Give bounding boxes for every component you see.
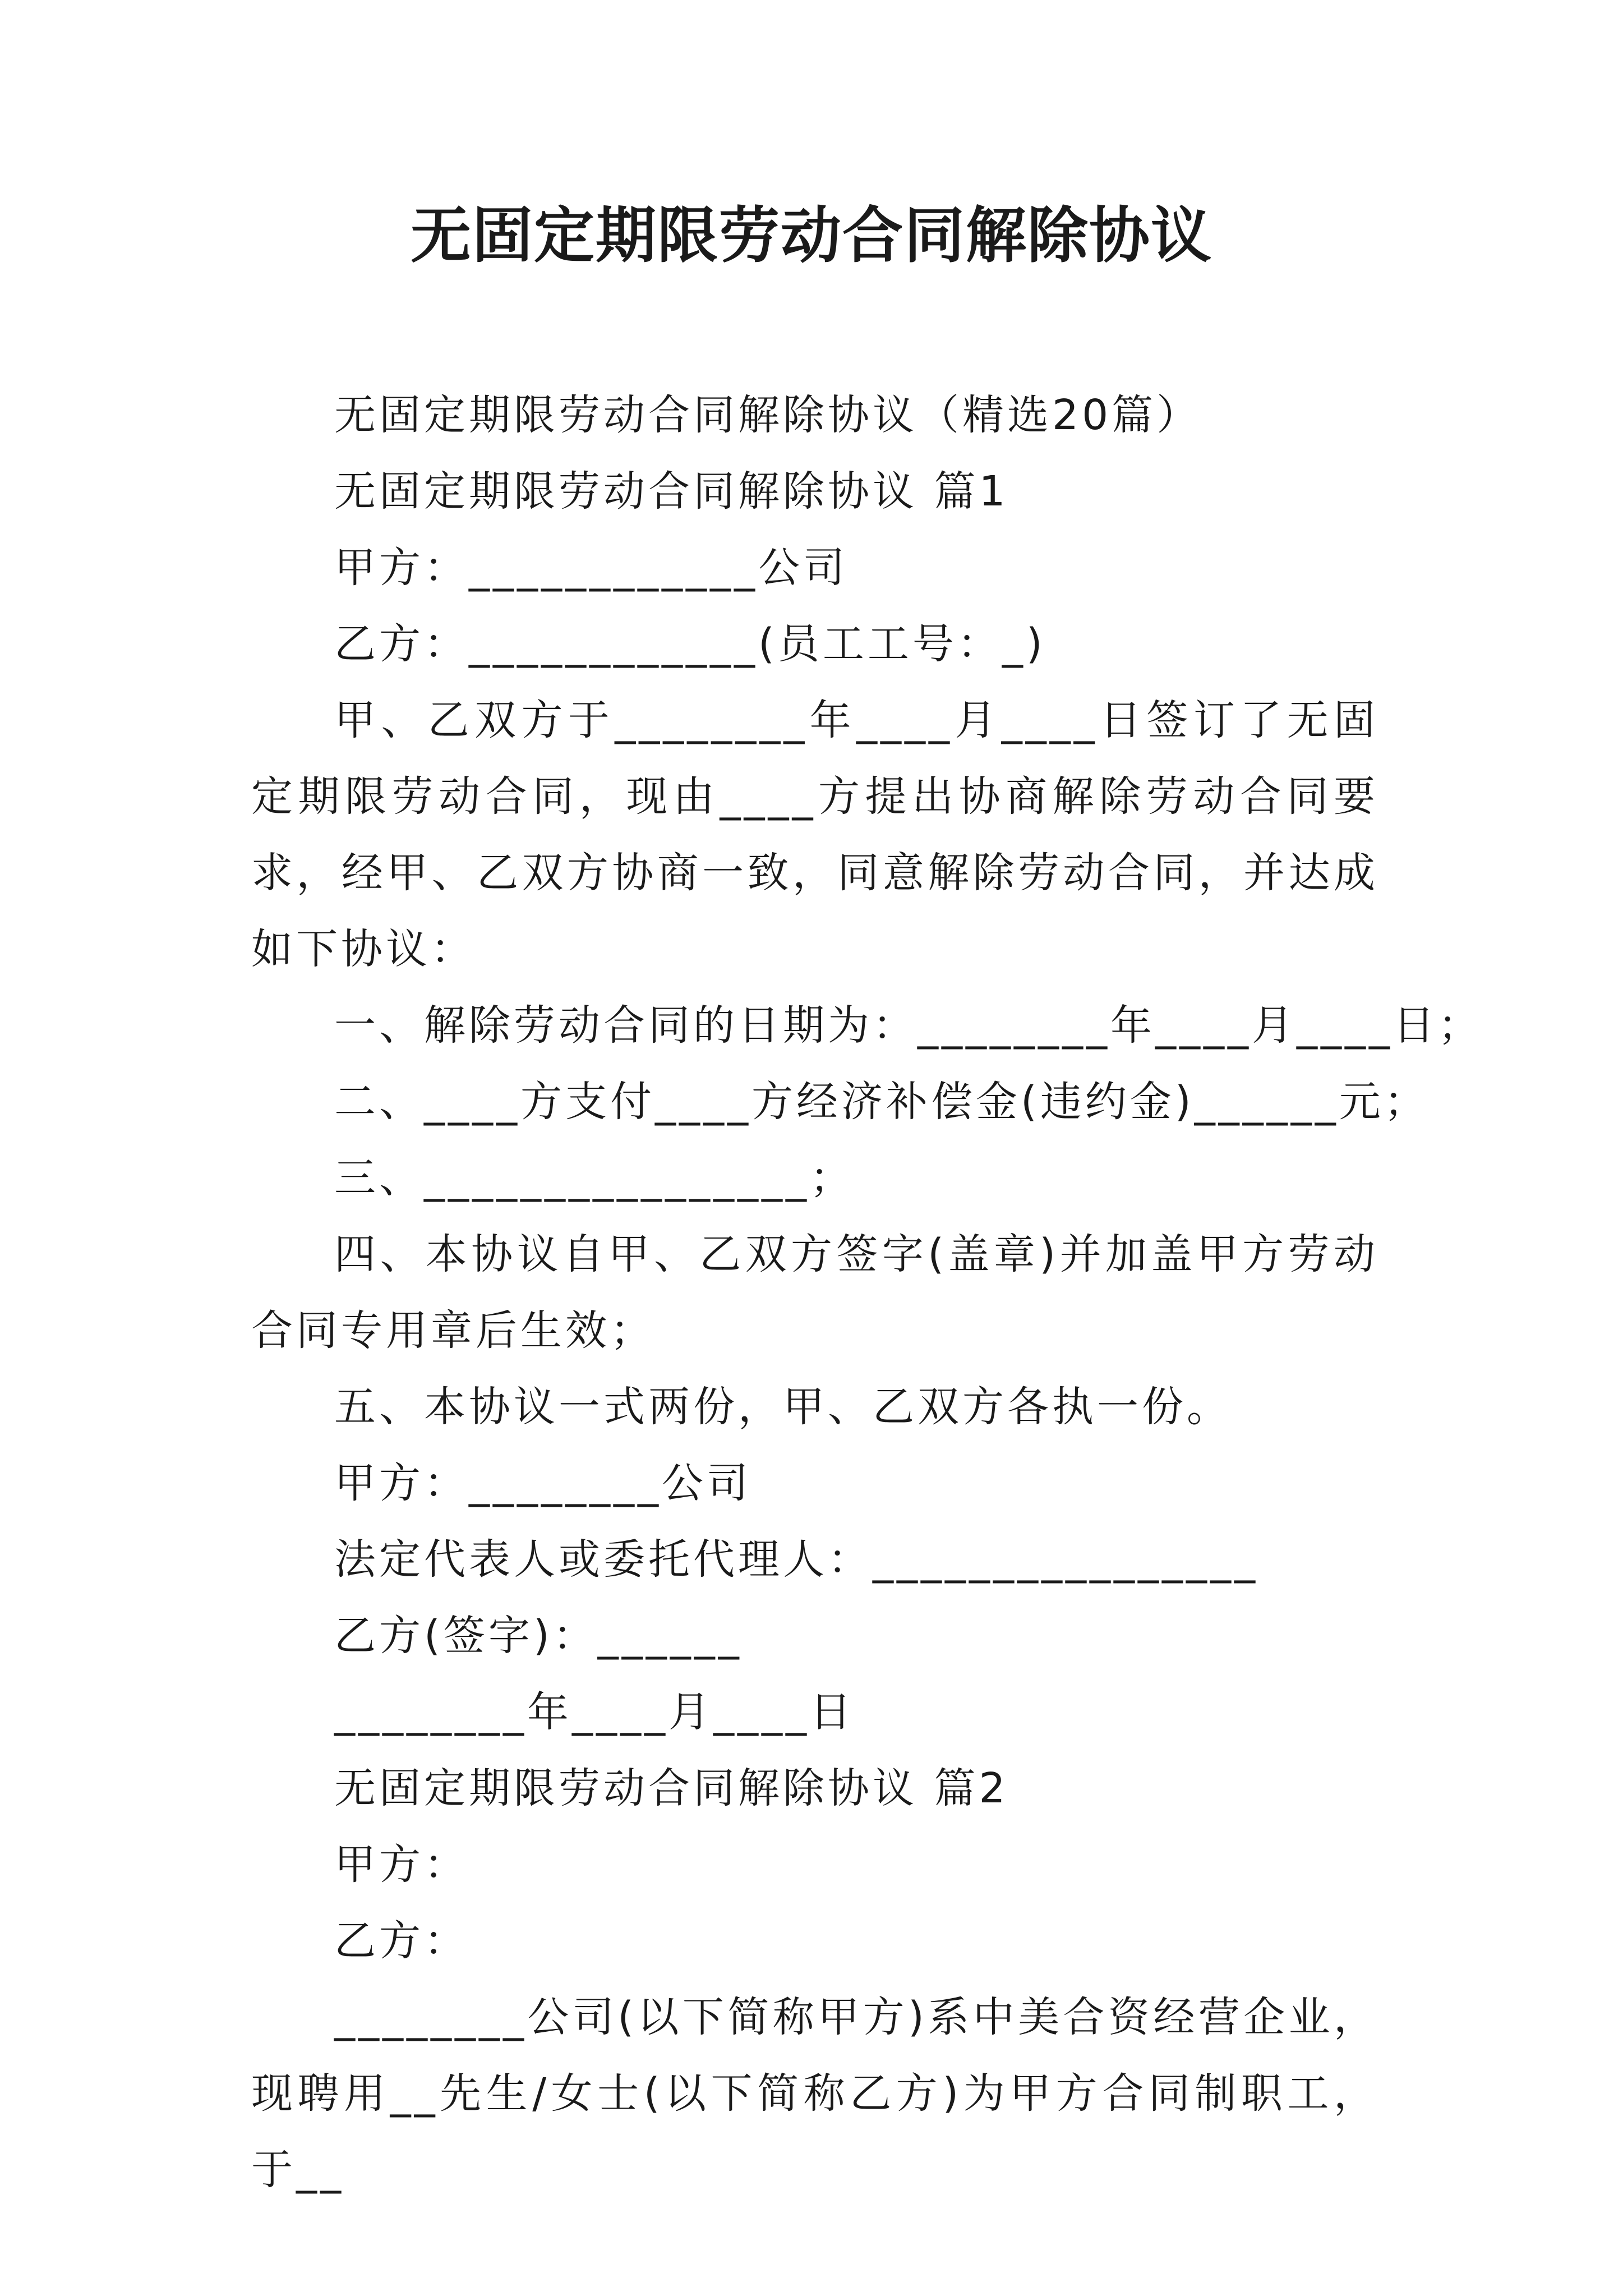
paragraph-party-b: 乙方：____________(员工工号：_) [334,620,1046,668]
paragraph-section-2-heading: 无固定期限劳动合同解除协议 篇2 [334,1764,1009,1812]
paragraph-collection-title: 无固定期限劳动合同解除协议（精选20篇） [334,391,1202,439]
paragraph-section-2-party-a: 甲方： [334,1841,469,1889]
paragraph-sign-representative: 法定代表人或委托代理人：________________ [334,1535,1258,1584]
paragraph-clause-2: 二、____方支付____方经济补偿金(违约金)______元； [334,1078,1429,1126]
paragraph-party-a: 甲方：____________公司 [334,544,848,592]
document-body [251,377,1483,2208]
paragraph-clause-3: 三、________________； [334,1154,855,1202]
document-title: 无固定期限劳动合同解除协议 [410,200,1212,271]
paragraph-clause-4: 四、本协议自甲、乙双方签字(盖章)并加盖甲方劳动合同专用章后生效； [251,1230,1378,1355]
paragraph-sign-party-a: 甲方：________公司 [334,1459,751,1507]
paragraph-clause-1: 一、解除劳动合同的日期为：________年____月____日； [334,1001,1483,1050]
paragraph-section-2-intro: ________公司(以下简称甲方)系中美合资经营企业，现聘用__先生/女士(以下简称乙方)为甲方合同制职工，于__ [251,1993,1378,2194]
paragraph-preamble: 甲、乙双方于________年____月____日签订了无固定期限劳动合同，现由____方提出协商解除劳动合同要求，经甲、乙双方协商一致，同意解除劳动合同，并达成如下协议： [251,696,1378,973]
paragraph-section-2-party-b: 乙方： [334,1917,469,1965]
paragraph-sign-date: ________年____月____日 [334,1688,855,1736]
paragraph-section-1-heading: 无固定期限劳动合同解除协议 篇1 [334,467,1009,516]
paragraph-sign-party-b: 乙方(签字)：______ [334,1612,743,1660]
paragraph-clause-5: 五、本协议一式两份，甲、乙双方各执一份。 [334,1383,1232,1431]
